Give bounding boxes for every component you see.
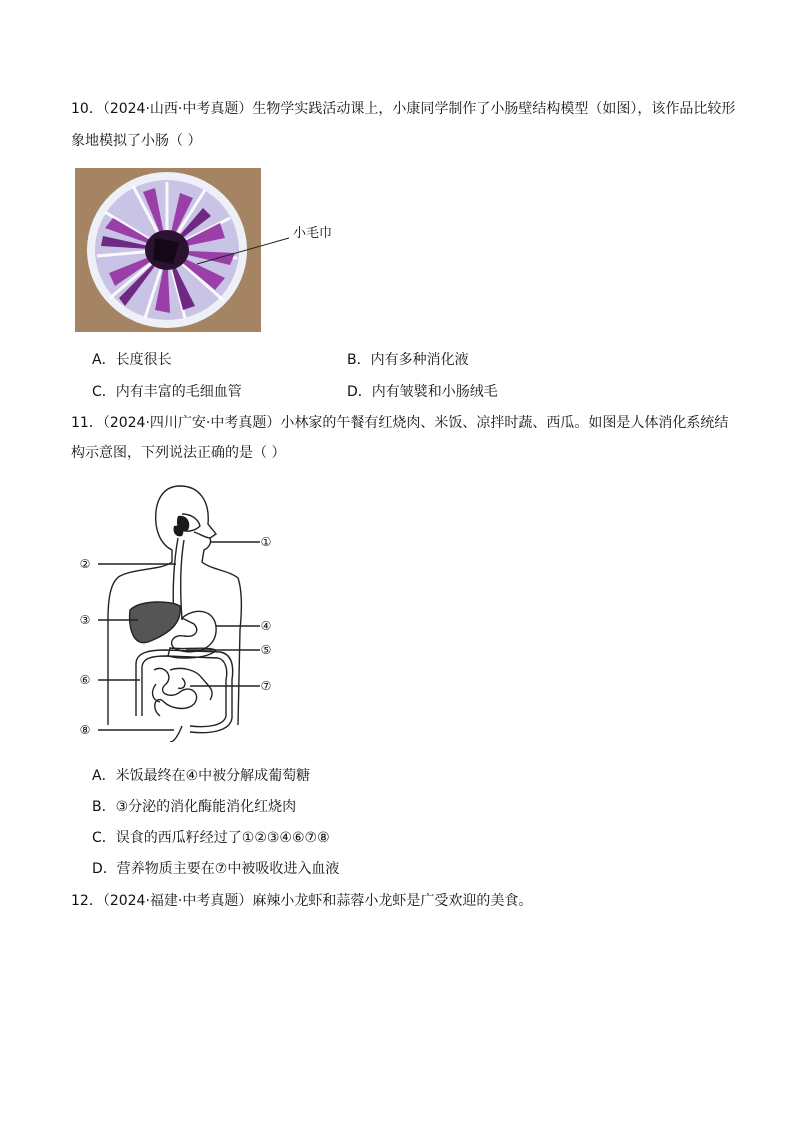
diagram-label-8: ⑧	[79, 723, 91, 737]
q11-stem-line2: 构示意图，下列说法正确的是（ ）	[71, 445, 286, 461]
q10-label-pointer	[195, 228, 295, 268]
diagram-label-7: ⑦	[260, 679, 272, 693]
diagram-label-2: ②	[79, 557, 91, 571]
q10-option-a: A．长度很长	[92, 352, 172, 368]
diagram-label-3: ③	[79, 613, 91, 627]
q10-option-d: D．内有皱襞和小肠绒毛	[347, 384, 498, 400]
q11-digestive-system-diagram	[70, 480, 290, 742]
q11-option-c: C．误食的西瓜籽经过了①②③④⑥⑦⑧	[92, 830, 330, 846]
q10-figure-label: 小毛巾	[293, 226, 333, 241]
q10-option-c: C．内有丰富的毛细血管	[92, 384, 242, 400]
diagram-label-4: ④	[260, 619, 272, 633]
q12-stem-line1: 12．（2024·福建·中考真题）麻辣小龙虾和蒜蓉小龙虾是广受欢迎的美食。	[71, 893, 533, 909]
diagram-label-1: ①	[260, 535, 272, 549]
q10-option-b: B．内有多种消化液	[347, 352, 469, 368]
q11-stem-line1: 11．（2024·四川广安·中考真题）小林家的午餐有红烧肉、米饭、凉拌时蔬、西瓜。如图是人体消化系统结	[71, 415, 729, 431]
diagram-label-6: ⑥	[79, 673, 91, 687]
q10-stem-line2: 象地模拟了小肠（ ）	[71, 133, 202, 149]
q11-option-d: D．营养物质主要在⑦中被吸收进入血液	[92, 861, 340, 877]
diagram-label-5: ⑤	[260, 643, 272, 657]
q10-stem-line1: 10．（2024·山西·中考真题）生物学实践活动课上，小康同学制作了小肠壁结构模型（如图），该作品比较形	[71, 101, 736, 117]
q11-option-b: B．③分泌的消化酶能消化红烧肉	[92, 799, 297, 815]
q11-option-a: A．米饭最终在④中被分解成葡萄糖	[92, 768, 311, 784]
